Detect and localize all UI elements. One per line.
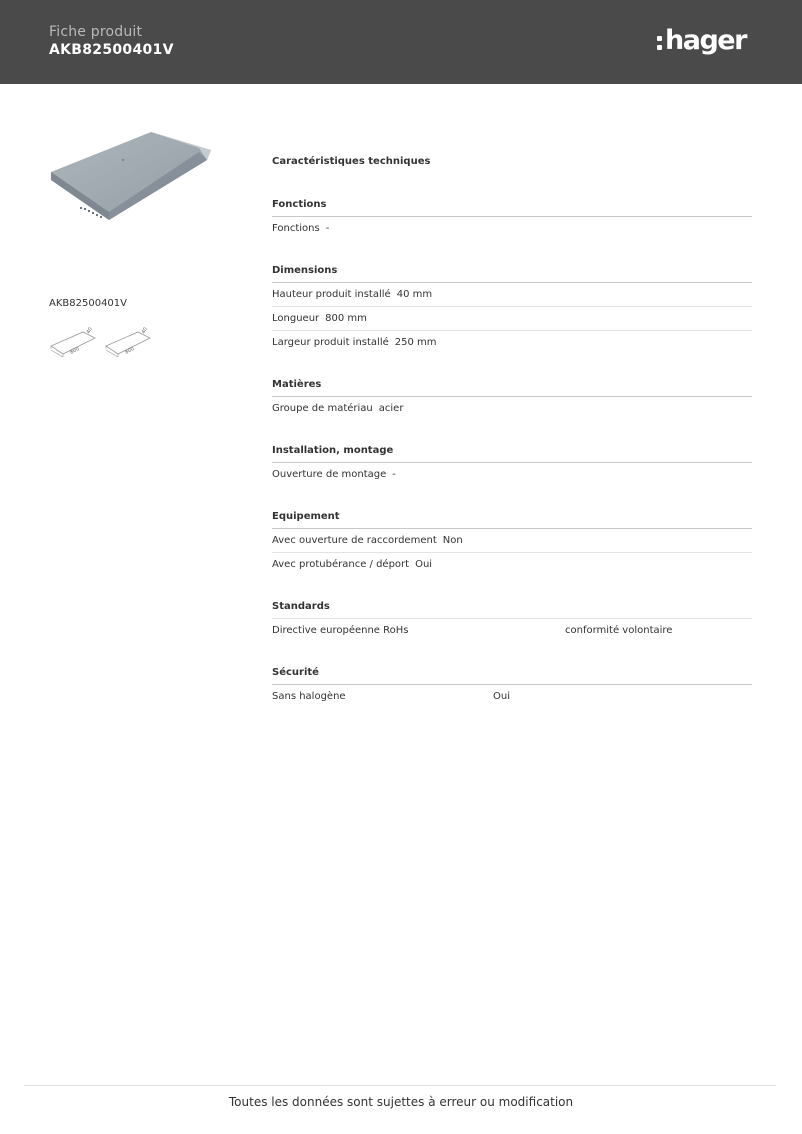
section-dimensions: [272, 260, 752, 354]
specs-title: Caractéristiques techniques: [272, 156, 431, 167]
section-title: Sécurité: [272, 662, 752, 685]
spec-label: Ouverture de montage: [272, 469, 387, 480]
section-securite: [272, 662, 752, 708]
document-reference: AKB82500401V: [49, 42, 174, 58]
spec-label: Hauteur produit installé: [272, 289, 391, 300]
section-equipement: [272, 506, 752, 576]
logo-colon-icon: [657, 34, 662, 52]
thumbnail-height-label: 40: [140, 326, 149, 335]
section-standards: [272, 596, 752, 642]
spec-row: [272, 463, 752, 486]
spec-row: [272, 217, 752, 240]
product-reference-label: AKB82500401V: [49, 298, 127, 309]
section-fonctions: [272, 194, 752, 240]
section-title: Installation, montage: [272, 440, 752, 463]
technical-specifications: [272, 152, 752, 728]
spec-row: [272, 331, 752, 354]
section-title: Equipement: [272, 506, 752, 529]
footer-disclaimer: Toutes les données sont sujettes à erreur ou modification: [228, 1095, 574, 1109]
spec-label: Directive européenne RoHs: [272, 625, 409, 636]
thumbnail-height-label: 40: [85, 326, 94, 335]
section-matieres: [272, 374, 752, 420]
spec-label: Groupe de matériau: [272, 403, 373, 414]
spec-label: Fonctions: [272, 223, 320, 234]
spec-row: [272, 553, 752, 576]
spec-label: Avec ouverture de raccordement: [272, 535, 437, 546]
section-title: Standards: [272, 596, 752, 619]
spec-label: Longueur: [272, 313, 320, 324]
document-kind: Fiche produit: [49, 24, 143, 40]
spec-value: 250 mm: [394, 337, 437, 348]
section-title: Dimensions: [272, 260, 752, 283]
dimension-drawing-thumbnail[interactable]: [104, 324, 154, 360]
thumbnail-length-label: 800: [69, 345, 81, 356]
spec-row: [272, 307, 752, 331]
spec-value: -: [325, 223, 330, 234]
spec-value: Non: [442, 535, 463, 546]
spec-value: -: [392, 469, 396, 480]
section-title: Fonctions: [272, 194, 752, 217]
spec-value: Oui: [415, 559, 433, 570]
spec-value: 40 mm: [396, 289, 433, 300]
spec-value: acier: [378, 403, 404, 414]
section-installation: [272, 440, 752, 486]
spec-row: [272, 397, 752, 420]
spec-value: Oui: [493, 691, 510, 702]
spec-label: Avec protubérance / déport: [272, 559, 410, 570]
spec-value: 800 mm: [325, 313, 367, 324]
spec-value: conformité volontaire: [565, 625, 673, 636]
logo-wordmark: hager: [665, 24, 746, 56]
section-title: Matières: [272, 374, 752, 397]
thumbnail-length-label: 800: [124, 345, 136, 356]
spec-label: Sans halogène: [272, 691, 346, 702]
spec-row: [272, 619, 752, 642]
product-image: [47, 128, 215, 228]
spec-row: [272, 685, 752, 708]
hager-logo: [657, 22, 746, 58]
dimension-drawing-thumbnail[interactable]: [49, 324, 99, 360]
footer-divider: [24, 1085, 776, 1086]
spec-label: Largeur produit installé: [272, 337, 389, 348]
spec-row: [272, 529, 752, 553]
page-header: [0, 0, 802, 84]
spec-row: [272, 283, 752, 307]
